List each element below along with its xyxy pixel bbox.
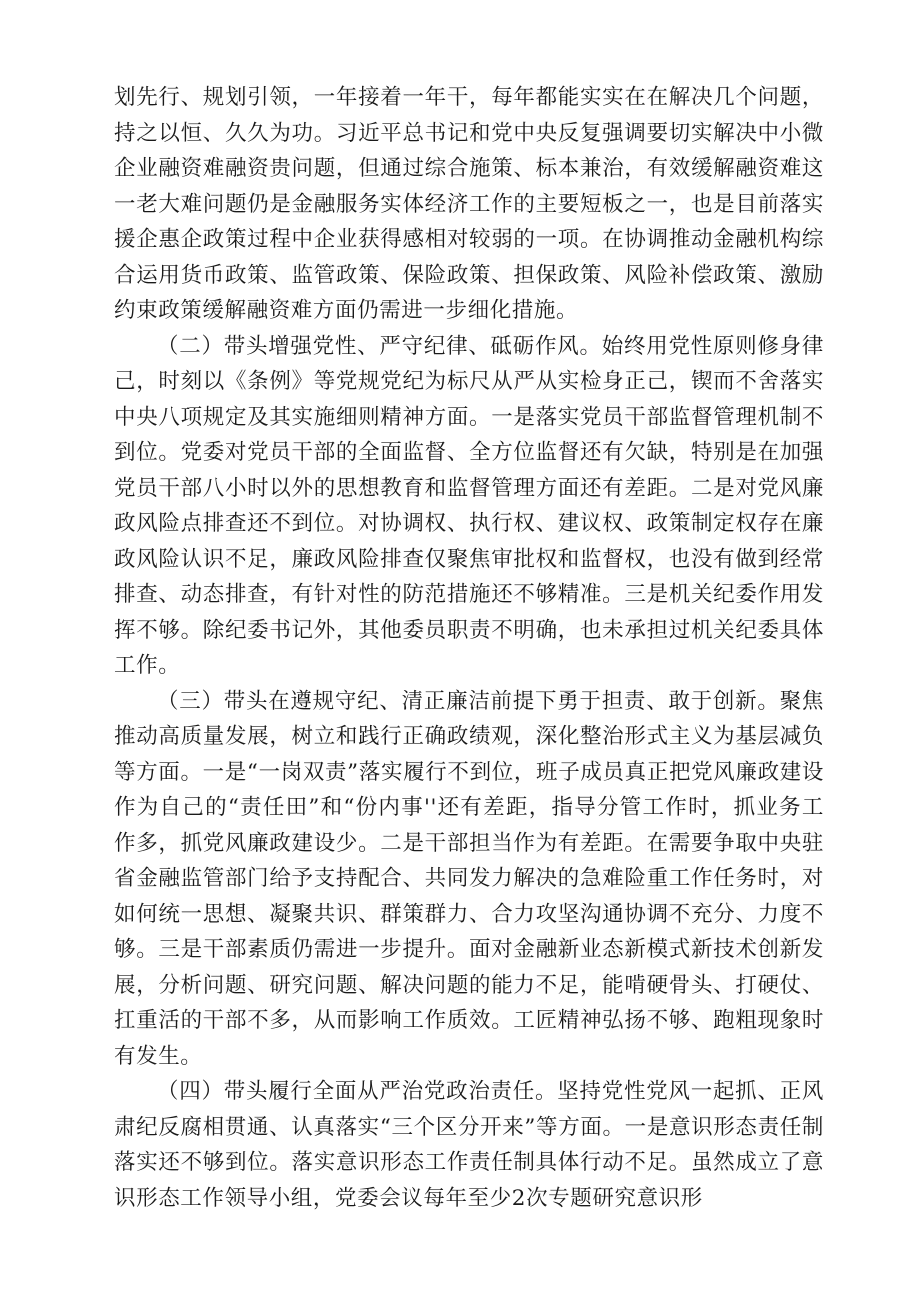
paragraph-section-3: （三）带头在遵规守纪、清正廉洁前提下勇于担责、敢于创新。聚焦推动高质量发展，树立和践行正确政绩观，深化整治形式主义为基层减负等方面。一是“一岗双责”落实履行不到位，班子成员真正把党风廉政建设作为自己的“责任田”和“份内事''还有差距，指导分管工作时，抓业务工作多，抓党风廉政建设少。二是干部担当作为有差距。在需要争取中央驻省金融监管部门给予支持配合、共同发力解决的急难险重工作任务时，对如何统一思想、凝聚共识、群策群力、合力攻坚沟通协调不充分、力度不够。三是干部素质仍需进一步提升。面对金融新业态新模式新技术创新发展，分析问题、研究问题、解决问题的能力不足，能啃硬骨头、打硬仗、扛重活的干部不多，从而影响工作质效。工匠精神弘扬不够、跑粗现象时有发生。 — [114, 688, 824, 1069]
document-page — [114, 80, 824, 1216]
paragraph-continuation: 划先行、规划引领，一年接着一年干，每年都能实实在在解决几个问题，持之以恒、久久为功。习近平总书记和党中央反复强调要切实解决中小微企业融资难融资贵问题，但通过综合施策、标本兼治，有效缓解融资难这一老大难问题仍是金融服务实体经济工作的主要短板之一，也是目前落实援企惠企政策过程中企业获得感相对较弱的一项。在协调推动金融机构综合运用货币政策、监管政策、保险政策、担保政策、风险补偿政策、激励约束政策缓解融资难方面仍需进一步细化措施。 — [114, 85, 824, 323]
paragraph-section-4: （四）带头履行全面从严治党政治责任。坚持党性党风一起抓、正风肃纪反腐相贯通、认真落实“三个区分开来”等方面。一是意识形态责任制落实还不够到位。落实意识形态工作责任制具体行动不足。虽然成立了意识形态工作领导小组，党委会议每年至少2次专题研究意识形 — [114, 1079, 824, 1211]
paragraph-section-2: （二）带头增强党性、严守纪律、砥砺作风。始终用党性原则修身律己，时刻以《条例》等党规党纪为标尺从严从实检身正己，锲而不舍落实中央八项规定及其实施细则精神方面。一是落实党员干部监督管理机制不到位。党委对党员干部的全面监督、全方位监督还有欠缺，特别是在加强党员干部八小时以外的思想教育和监督管理方面还有差距。二是对党风廉政风险点排查还不到位。对协调权、执行权、建议权、政策制定权存在廉政风险认识不足，廉政风险排查仅聚焦审批权和监督权，也没有做到经常排查、动态排查，有针对性的防范措施还不够精准。三是机关纪委作用发挥不够。除纪委书记外，其他委员职责不明确，也未承担过机关纪委具体工作。 — [114, 333, 824, 678]
